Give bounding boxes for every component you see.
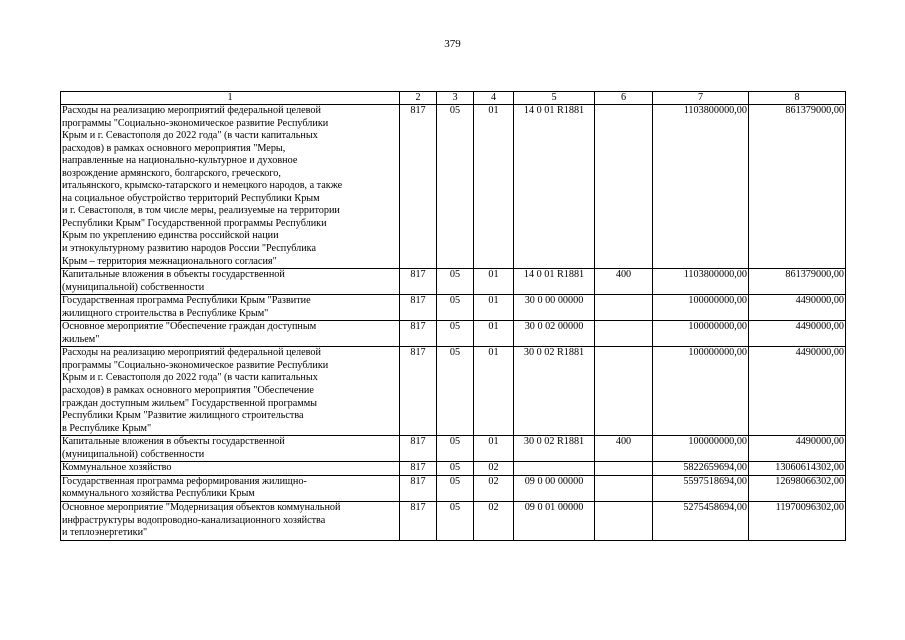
section-code: 05 — [437, 462, 474, 476]
target-article-code — [514, 462, 595, 476]
expense-type-code: 400 — [595, 269, 653, 295]
subsection-code: 01 — [474, 105, 514, 269]
table-row — [61, 436, 846, 462]
table-row — [61, 462, 846, 476]
page-number: 379 — [444, 38, 461, 50]
subsection-code: 02 — [474, 462, 514, 476]
column-header: 6 — [595, 92, 653, 105]
amount-year-2: 861379000,00 — [749, 105, 846, 269]
row-description: Государственная программа реформирования жилищно- коммунального хозяйства Республики Крым — [61, 475, 400, 501]
header-row — [61, 92, 846, 105]
amount-year-1: 100000000,00 — [653, 436, 749, 462]
target-article-code: 09 0 00 00000 — [514, 475, 595, 501]
section-code: 05 — [437, 501, 474, 540]
amount-year-2: 861379000,00 — [749, 269, 846, 295]
target-article-code: 30 0 02 R1881 — [514, 347, 595, 436]
amount-year-1: 5597518694,00 — [653, 475, 749, 501]
subsection-code: 02 — [474, 475, 514, 501]
amount-year-2: 11970096302,00 — [749, 501, 846, 540]
section-code: 05 — [437, 347, 474, 436]
amount-year-1: 100000000,00 — [653, 347, 749, 436]
column-header: 2 — [400, 92, 437, 105]
row-description: Основное мероприятие "Обеспечение граждан доступным жильем" — [61, 321, 400, 347]
subsection-code: 01 — [474, 436, 514, 462]
expense-type-code — [595, 475, 653, 501]
row-description: Основное мероприятие "Модернизация объектов коммунальной инфраструктуры водопроводно-канализационного хозяйства и теплоэнергетики" — [61, 501, 400, 540]
amount-year-2: 13060614302,00 — [749, 462, 846, 476]
target-article-code: 30 0 00 00000 — [514, 295, 595, 321]
amount-year-1: 1103800000,00 — [653, 105, 749, 269]
row-description: Капитальные вложения в объекты государственной (муниципальной) собственности — [61, 436, 400, 462]
column-header: 1 — [61, 92, 400, 105]
target-article-code: 09 0 01 00000 — [514, 501, 595, 540]
ministry-code: 817 — [400, 436, 437, 462]
ministry-code: 817 — [400, 105, 437, 269]
row-description: Расходы на реализацию мероприятий федеральной целевой программы "Социально-экономическое развитие Республики Крым и г. Севастополя до 2022 года" (в части капитальных расходов) в рамках основного мероприятия "Меры, направленные на национально-культурное и духовное возрождение армянского, болгарского, греческого, итальянского, крымско-татарского и немецкого народов, а также на социальное обустройство территорий Республики Крым и г. Севастополя, в том числе меры, реализуемые на территории Республики Крым" Государственной программы Республики Крым по укреплению единства российской нации и этнокультурному развитию народов России "Республика Крым – территория межнационального согласия" — [61, 105, 400, 269]
amount-year-2: 12698066302,00 — [749, 475, 846, 501]
amount-year-1: 5822659694,00 — [653, 462, 749, 476]
section-code: 05 — [437, 295, 474, 321]
section-code: 05 — [437, 475, 474, 501]
ministry-code: 817 — [400, 501, 437, 540]
subsection-code: 01 — [474, 321, 514, 347]
column-header: 7 — [653, 92, 749, 105]
target-article-code: 14 0 01 R1881 — [514, 269, 595, 295]
amount-year-2: 4490000,00 — [749, 347, 846, 436]
subsection-code: 02 — [474, 501, 514, 540]
column-header: 8 — [749, 92, 846, 105]
table-row — [61, 475, 846, 501]
table-row — [61, 269, 846, 295]
amount-year-2: 4490000,00 — [749, 295, 846, 321]
column-header: 4 — [474, 92, 514, 105]
expense-type-code — [595, 462, 653, 476]
row-description: Капитальные вложения в объекты государственной (муниципальной) собственности — [61, 269, 400, 295]
amount-year-2: 4490000,00 — [749, 436, 846, 462]
table-row — [61, 321, 846, 347]
section-code: 05 — [437, 105, 474, 269]
target-article-code: 14 0 01 R1881 — [514, 105, 595, 269]
table-row — [61, 295, 846, 321]
ministry-code: 817 — [400, 295, 437, 321]
ministry-code: 817 — [400, 269, 437, 295]
amount-year-1: 100000000,00 — [653, 295, 749, 321]
section-code: 05 — [437, 269, 474, 295]
section-code: 05 — [437, 321, 474, 347]
target-article-code: 30 0 02 00000 — [514, 321, 595, 347]
subsection-code: 01 — [474, 269, 514, 295]
expense-type-code — [595, 501, 653, 540]
expense-type-code — [595, 321, 653, 347]
ministry-code: 817 — [400, 475, 437, 501]
ministry-code: 817 — [400, 321, 437, 347]
ministry-code: 817 — [400, 347, 437, 436]
subsection-code: 01 — [474, 347, 514, 436]
table-row — [61, 347, 846, 436]
row-description: Расходы на реализацию мероприятий федеральной целевой программы "Социально-экономическое развитие Республики Крым и г. Севастополя до 2022 года" (в части капитальных расходов) в рамках основного мероприятия "Обеспечение граждан доступным жильем" Государственной программы Республики Крым "Развитие жилищного строительства в Республике Крым" — [61, 347, 400, 436]
column-header: 3 — [437, 92, 474, 105]
amount-year-1: 1103800000,00 — [653, 269, 749, 295]
table-row — [61, 105, 846, 269]
row-description: Коммунальное хозяйство — [61, 462, 400, 476]
subsection-code: 01 — [474, 295, 514, 321]
section-code: 05 — [437, 436, 474, 462]
expense-type-code: 400 — [595, 436, 653, 462]
expense-type-code — [595, 105, 653, 269]
expense-type-code — [595, 295, 653, 321]
table-row — [61, 501, 846, 540]
amount-year-1: 100000000,00 — [653, 321, 749, 347]
amount-year-1: 5275458694,00 — [653, 501, 749, 540]
row-description: Государственная программа Республики Крым "Развитие жилищного строительства в Республике Крым" — [61, 295, 400, 321]
amount-year-2: 4490000,00 — [749, 321, 846, 347]
expense-type-code — [595, 347, 653, 436]
target-article-code: 30 0 02 R1881 — [514, 436, 595, 462]
column-header: 5 — [514, 92, 595, 105]
table-body — [61, 105, 846, 541]
budget-table — [60, 91, 846, 541]
ministry-code: 817 — [400, 462, 437, 476]
